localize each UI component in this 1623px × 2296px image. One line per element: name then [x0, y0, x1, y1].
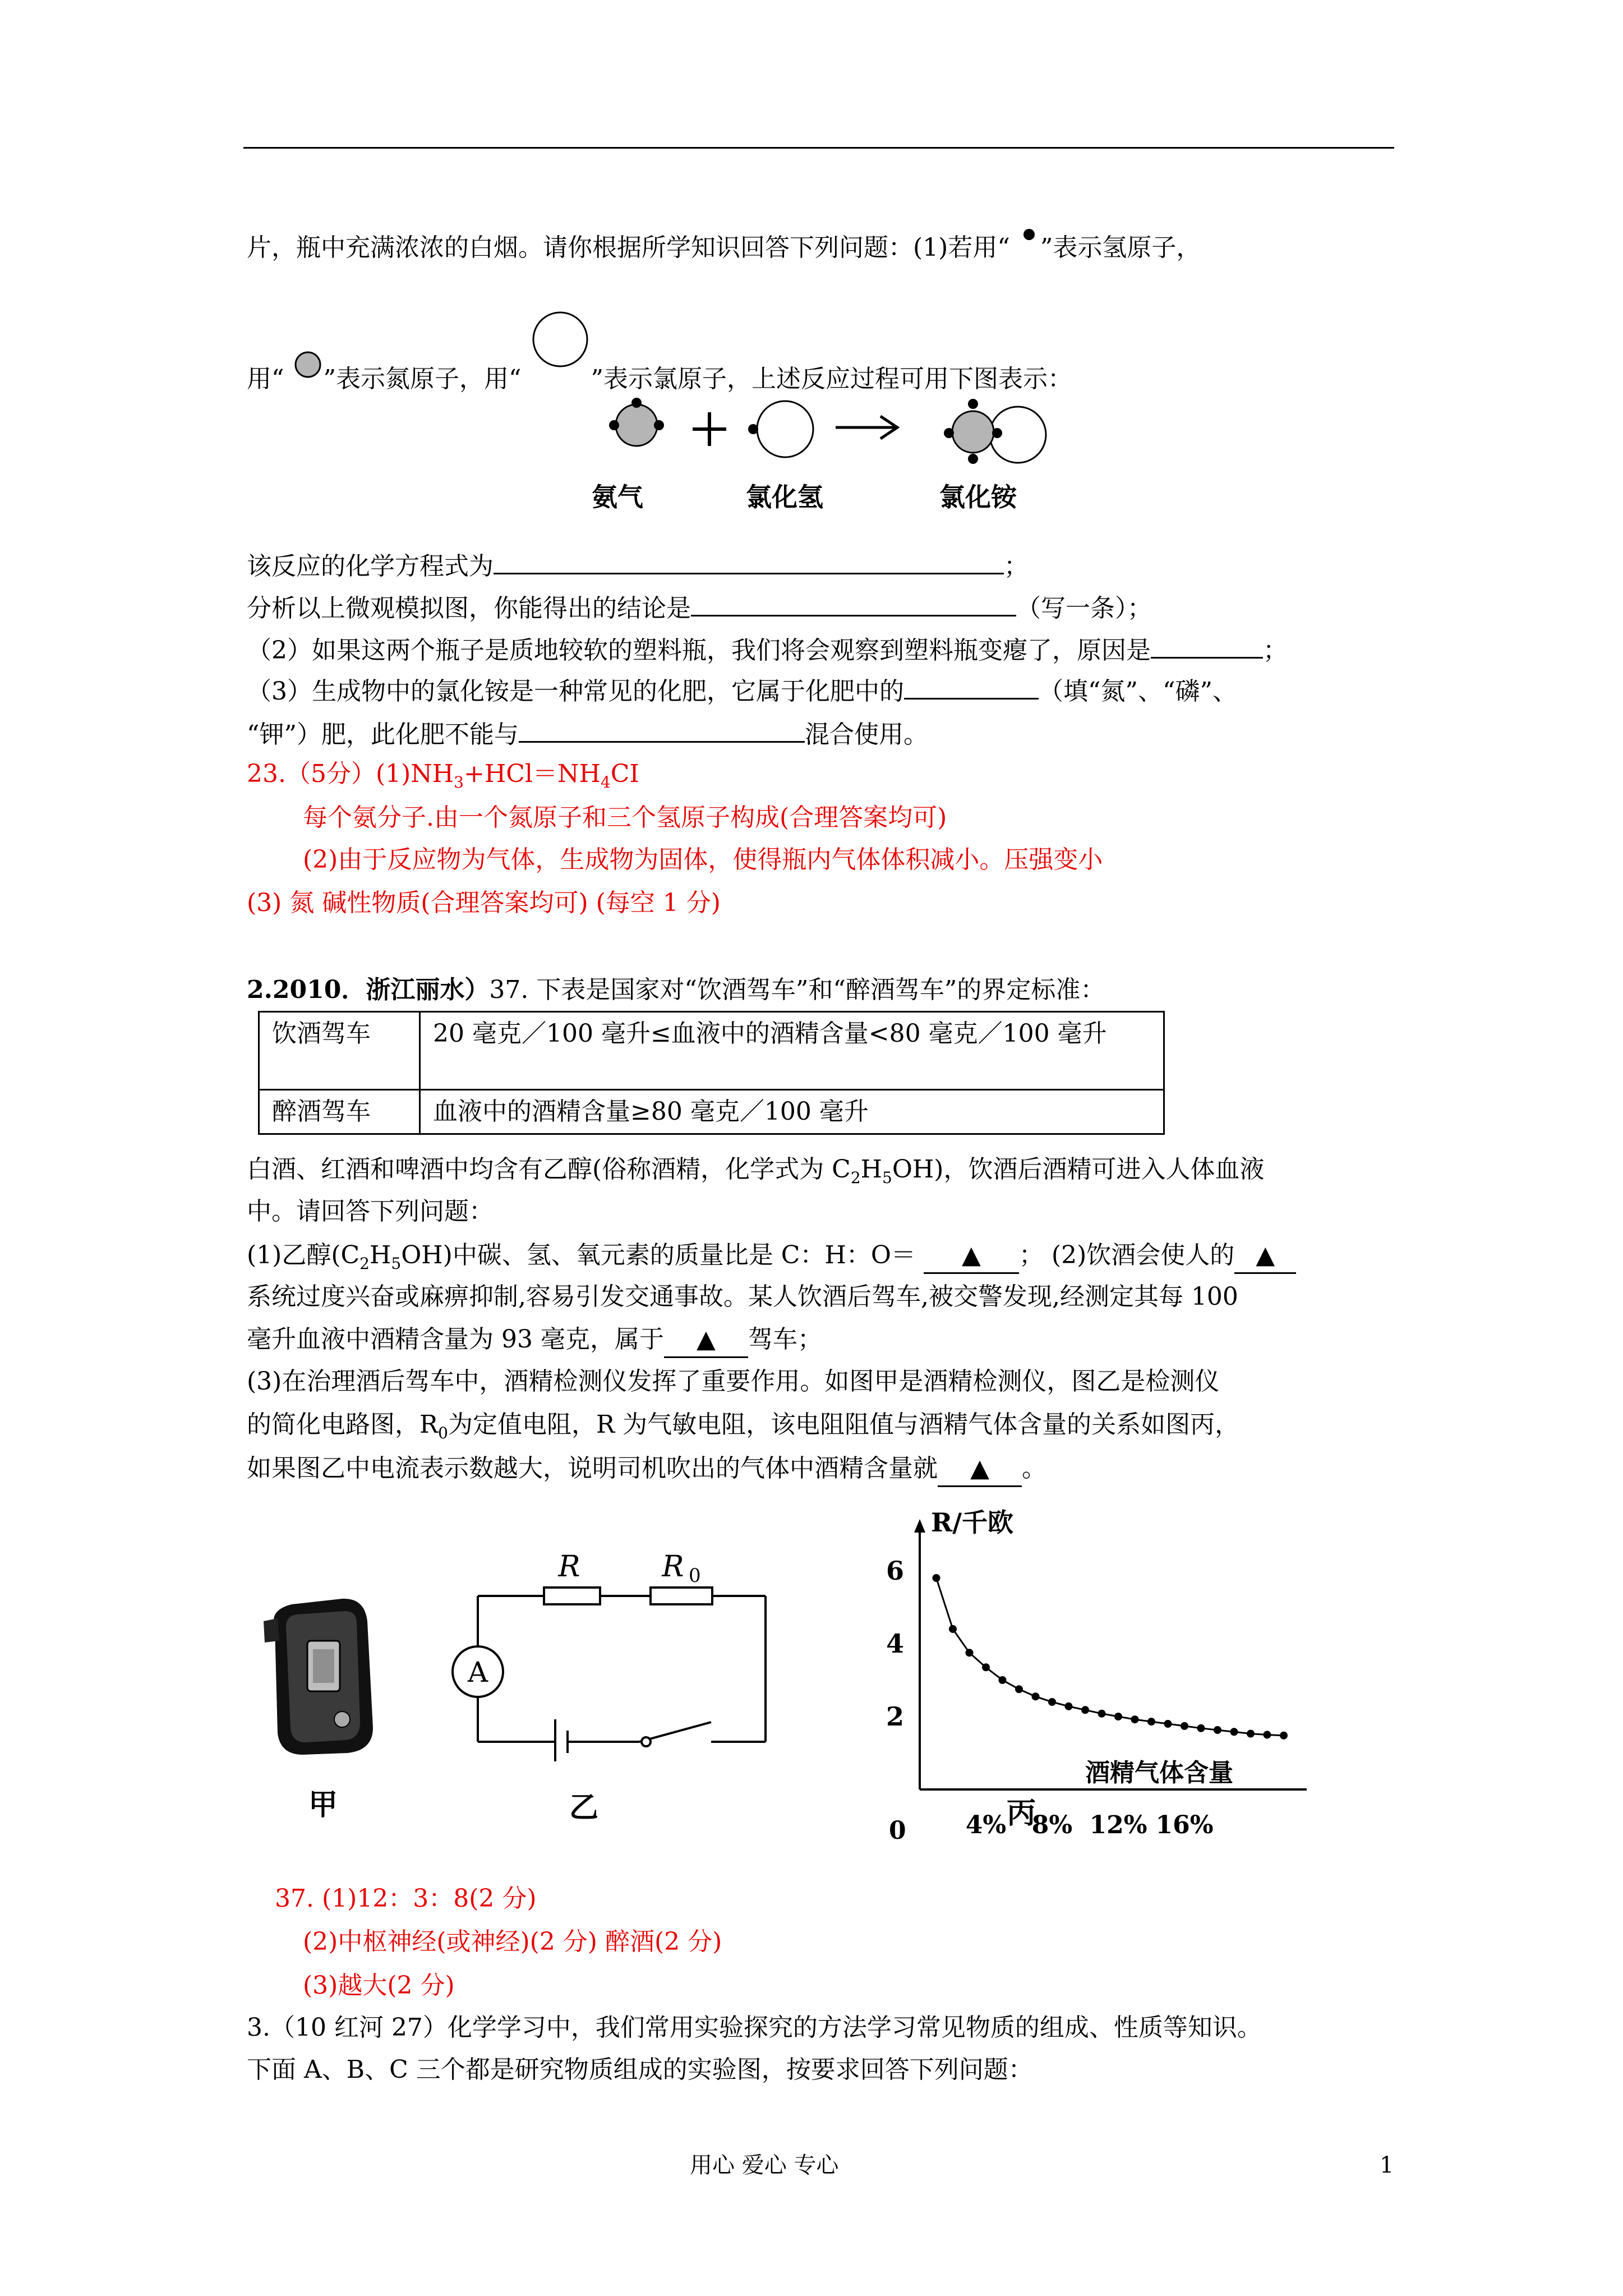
question-3-line2: 下面 A、B、C 三个都是研究物质组成的实验图，按要求回答下列问题：: [247, 2055, 1033, 2084]
text-segment: CI: [610, 760, 639, 788]
table-row: [259, 1090, 1164, 1134]
resistance-curve: [937, 1578, 1284, 1736]
breathalyzer-figure: [252, 1588, 398, 1823]
answer-blank[interactable]: [1151, 631, 1263, 659]
answer-23-line1: 23.（5分）$(1)NH_3+HCl=NH_4CI$: [247, 760, 639, 792]
origin-label: 0: [889, 1816, 906, 1840]
ammeter-label: A: [467, 1656, 488, 1688]
text-line: [247, 547, 1029, 583]
resistance-chart-svg: [864, 1503, 1324, 1840]
data-point: [1081, 1706, 1089, 1714]
table-cell: 血液中的酒精含量≥80 毫克／100 毫升: [420, 1090, 1164, 1134]
breathalyzer-icon: [252, 1588, 398, 1756]
table-cell: 饮酒驾车: [259, 1012, 420, 1090]
footer-motto: 用心 爱心 专心: [690, 2152, 839, 2178]
answer-23-line3: (2)由于反应物为气体，生成物为固体，使得瓶内气体体积减小。压强变小: [303, 845, 1103, 874]
text-segment: ；: [1263, 636, 1288, 665]
text-segment: 如果图乙中电流表示数越大，说明司机吹出的气体中酒精含量就: [247, 1454, 938, 1483]
y-axis-arrow-icon: [914, 1519, 925, 1533]
resistor-r0-subscript: 0: [689, 1565, 701, 1587]
text-segment: （2）如果这两个瓶子是质地较软的塑料瓶，我们将会观察到塑料瓶变瘪了，原因是: [247, 636, 1151, 665]
data-point: [1114, 1713, 1122, 1720]
circuit-figure: [443, 1526, 780, 1829]
text-line: (1)乙醇$(C_2H_5OH)$中碳、氢、氧元素的质量比是 C：H：O＝ ▲ ； (2)饮酒会使人的 ▲: [247, 1239, 1296, 1274]
data-point: [1048, 1698, 1056, 1706]
chlorine-atom-icon: [529, 309, 591, 370]
data-point: [1197, 1724, 1205, 1732]
figure-label-jia: 甲: [308, 1788, 338, 1822]
arrow-right-icon: [836, 416, 897, 439]
figure-label-yi: 乙: [569, 1791, 599, 1825]
data-point: [1181, 1722, 1188, 1730]
answer-37-line1: 37. (1)12：3：8(2 分): [275, 1884, 537, 1913]
data-point: [982, 1663, 990, 1671]
answer-blank[interactable]: [691, 589, 1016, 616]
text-line: [247, 231, 1201, 265]
data-point: [1032, 1692, 1040, 1700]
ammonia-molecule: [609, 398, 664, 446]
data-point: [1247, 1730, 1255, 1738]
text-segment: H: [370, 1241, 391, 1269]
text-segment: 23.（5分）(1)NH: [247, 760, 454, 788]
data-point: [1147, 1718, 1155, 1726]
source-label: 2.2010．浙江丽水）: [247, 976, 490, 1004]
text-line: 系统过度兴奋或麻痹抑制,容易引发交通事故。某人饮酒后驾车,被交警发现,经测定其每 100: [247, 1282, 1238, 1311]
text-line: [247, 631, 1288, 668]
ammonium-chloride-molecule: [944, 399, 1046, 464]
text-segment: “钾”）肥，此化肥不能与: [247, 720, 519, 749]
data-point: [1065, 1703, 1073, 1710]
hydrogen-chloride-label: 氯化氢: [746, 482, 823, 512]
text-segment: +HCl＝NH: [464, 760, 601, 788]
text-segment: ”表示氮原子，用“: [323, 365, 522, 393]
text-line: [247, 325, 1072, 396]
nitrogen-atom-icon: [292, 349, 324, 380]
text-segment: 用“: [247, 365, 284, 393]
data-point: [1131, 1715, 1139, 1723]
figure-label-bing: 丙: [1007, 1796, 1036, 1830]
answer-blank[interactable]: [494, 547, 1004, 574]
drink-drive-table: [258, 1011, 1165, 1135]
data-point: [933, 1574, 940, 1582]
question-2-heading: [247, 973, 1105, 1007]
question-3-line1: 3.（10 红河 27）化学学习中，我们常用实验探究的方法学习常见物质的组成、性质等知识。: [247, 2013, 1262, 2042]
text-segment: 的简化电路图，R: [247, 1410, 439, 1439]
text-segment: （写一条）；: [1016, 594, 1152, 623]
text-line: 的简化电路图，$R_0$为定值电阻，R 为气敏电阻，该电阻阻值与酒精气体含量的关系如图丙，: [247, 1410, 1240, 1442]
answer-37-line3: (3)越大(2 分): [303, 1971, 455, 2000]
text-segment: H: [860, 1155, 883, 1184]
text-segment: ； (2)饮酒会使人的: [1018, 1241, 1235, 1269]
data-point: [1098, 1710, 1106, 1718]
resistor-r0-label: R: [662, 1550, 684, 1584]
text-segment: ；: [1004, 552, 1029, 581]
text-line: (3)在治理酒后驾车中，酒精检测仪发挥了重要作用。如图甲是酒精检测仪，图乙是检测仪: [247, 1367, 1220, 1396]
answer-blank[interactable]: ▲: [664, 1323, 748, 1358]
data-point: [1214, 1726, 1221, 1734]
plus-icon: [693, 412, 726, 446]
text-line: 中。请回答下列问题：: [247, 1197, 494, 1226]
text-segment: 该反应的化学方程式为: [247, 552, 494, 581]
answer-blank[interactable]: [519, 715, 805, 743]
data-point: [999, 1676, 1007, 1684]
text-line: [247, 672, 1237, 708]
text-segment: OH)，饮酒后酒精可进入人体血液: [892, 1155, 1265, 1184]
table-cell: 醉酒驾车: [259, 1090, 420, 1134]
text-segment: (1)乙醇(C: [247, 1241, 360, 1269]
resistance-chart: [864, 1503, 1324, 1840]
text-segment: 为定值电阻，R 为气敏电阻，该电阻阻值与酒精气体含量的关系如图丙，: [448, 1410, 1240, 1439]
text-segment: 。: [1022, 1454, 1046, 1483]
text-segment: 白酒、红酒和啤酒中均含有乙醇(俗称酒精，化学式为 C: [247, 1155, 851, 1184]
x-tick-label: 16%: [1155, 1811, 1214, 1839]
hydrogen-atom-icon: [1018, 221, 1040, 243]
data-point: [1015, 1685, 1023, 1693]
data-point: [949, 1625, 957, 1633]
answer-23-line4: (3) 氮 碱性物质(合理答案均可) (每空 1 分): [247, 889, 721, 917]
y-axis-label: R/千欧: [931, 1507, 1014, 1538]
text-segment: （填“氮”、“磷”、: [1039, 677, 1237, 706]
data-point: [1230, 1728, 1238, 1736]
reaction-diagram: [583, 387, 1088, 516]
text-segment: 混合使用。: [805, 720, 928, 749]
x-tick-label: 8%: [1031, 1811, 1073, 1839]
x-tick-label: 12%: [1089, 1811, 1147, 1839]
ammonia-label: 氨气: [592, 482, 643, 512]
answer-blank[interactable]: ▲: [938, 1452, 1022, 1487]
text-segment: 驾车；: [748, 1325, 822, 1354]
data-point: [966, 1649, 974, 1657]
data-point: [1280, 1732, 1288, 1740]
text-segment: （3）生成物中的氯化铵是一种常见的化肥，它属于化肥中的: [247, 677, 904, 706]
text-line: [247, 589, 1152, 625]
circuit-diagram: [443, 1526, 780, 1761]
text-segment: 片，瓶中充满浓浓的白烟。请你根据所学知识回答下列问题：(1)若用“: [247, 233, 1010, 262]
x-tick-label: 4%: [965, 1811, 1007, 1839]
answer-37-line2: (2)中枢神经(或神经)(2 分) 醉酒(2 分): [303, 1927, 722, 1956]
text-segment: 毫升血液中酒精含量为 93 毫克，属于: [247, 1325, 664, 1354]
resistor-r-label: R: [558, 1550, 580, 1584]
text-line: [247, 1323, 822, 1358]
text-segment: 37. 下表是国家对“饮酒驾车”和“醉酒驾车”的界定标准：: [489, 976, 1105, 1004]
answer-23-line2: 每个氨分子.由一个氮原子和三个氢原子构成(合理答案均可): [303, 803, 947, 832]
text-segment: ”表示氯原子，上述反应过程可用下图表示：: [591, 365, 1072, 393]
hydrogen-chloride-molecule: [748, 401, 813, 457]
answer-blank[interactable]: ▲: [924, 1239, 1019, 1274]
text-segment: 分析以上微观模拟图，你能得出的结论是: [247, 594, 691, 623]
page-number: 1: [1380, 2152, 1394, 2178]
y-tick-label: 4: [886, 1628, 905, 1659]
header-rule: [243, 147, 1394, 149]
ammonium-chloride-label: 氯化铵: [939, 482, 1017, 512]
answer-blank[interactable]: [904, 672, 1039, 700]
cell-text: 20 毫克／100 毫升≤血液中的酒精含量<80 毫克／100 毫升: [433, 1019, 1107, 1048]
text-line: [247, 1452, 1046, 1487]
text-segment: OH)中碳、氢、氧元素的质量比是 C：H：O＝: [401, 1241, 916, 1269]
text-line: 白酒、红酒和啤酒中均含有乙醇(俗称酒精，化学式为 $C_2H_5OH$)，饮酒后酒精可进入人体血液: [247, 1155, 1265, 1187]
text-line: [247, 715, 928, 752]
y-tick-label: 6: [886, 1556, 905, 1586]
text-segment: ”表示氢原子，: [1040, 233, 1201, 262]
table-row: [259, 1012, 1164, 1090]
table-cell: [420, 1012, 1164, 1090]
answer-blank[interactable]: ▲: [1234, 1239, 1296, 1274]
x-axis-label: 酒精气体含量: [1085, 1759, 1233, 1787]
reaction-svg: [583, 387, 1088, 471]
y-tick-label: 2: [886, 1701, 905, 1732]
data-point: [1164, 1720, 1172, 1728]
data-point: [1264, 1731, 1271, 1739]
